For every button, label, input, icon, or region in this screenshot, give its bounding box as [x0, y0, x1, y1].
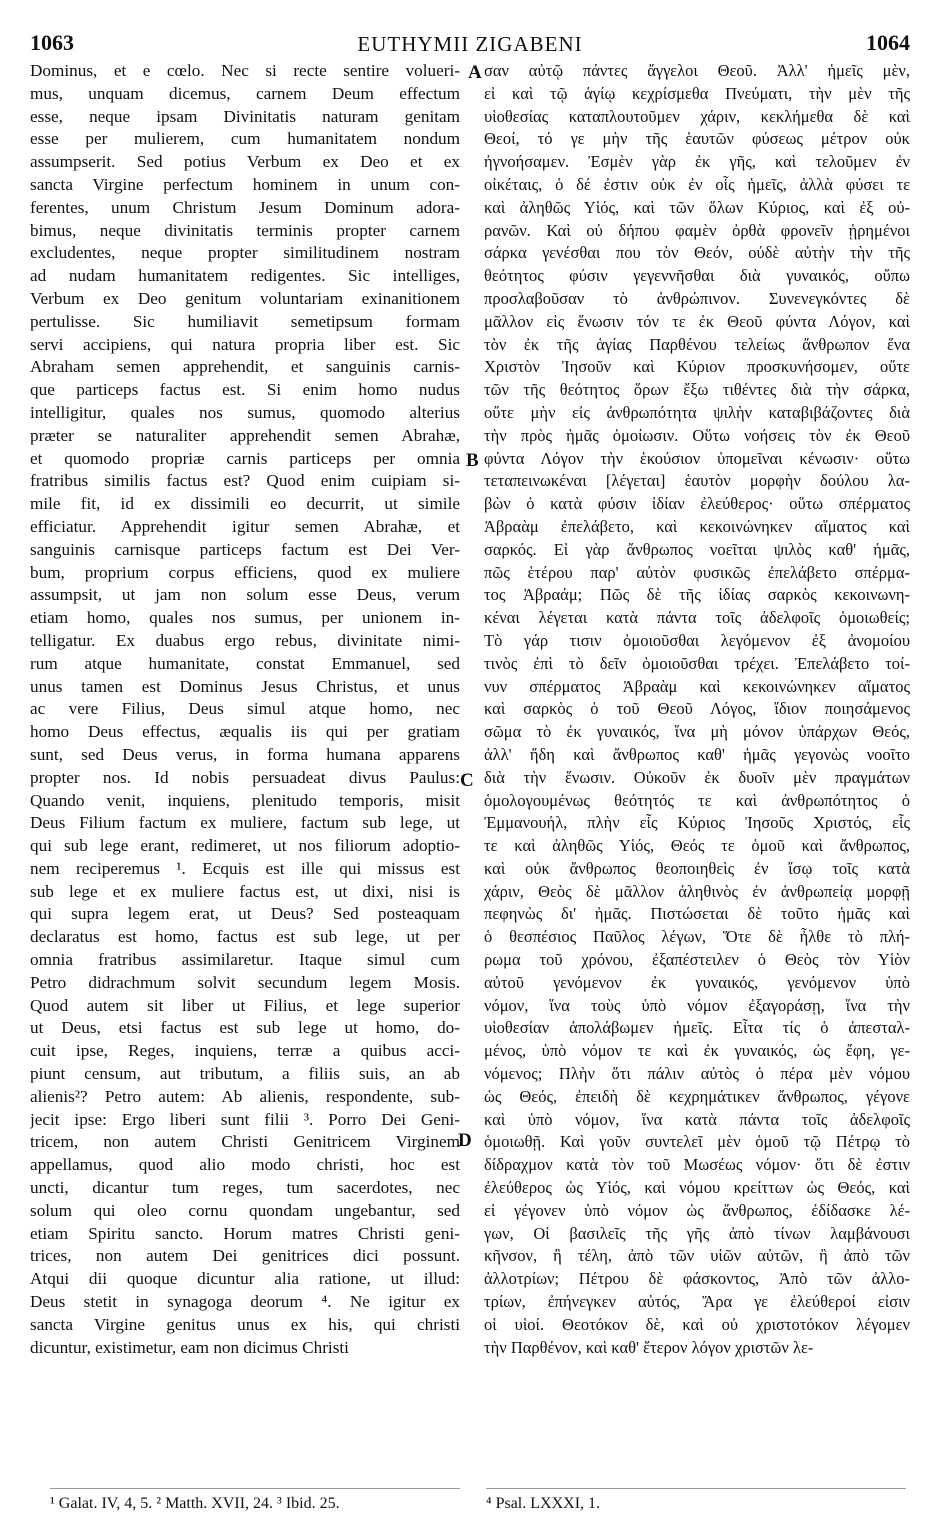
greek-text-line: κῆνσον, ἢ τέλη, ἀπὸ τῶν υἱῶν αὐτῶν, ἢ ἀπὸ τῶν	[484, 1246, 910, 1266]
greek-text-line: πεφηνὼς δι' ἡμᾶς. Πιστώσεται δὲ τοῦτο ἡμᾶς καὶ	[484, 904, 910, 924]
greek-text-line: νυν σπέρματος Ἀβραὰμ καὶ κεκοινώνηκεν αἵματος	[484, 676, 910, 696]
latin-text-line: Deus Filium factum ex muliere, factum sub lege, ut	[30, 813, 460, 833]
latin-text-line: rum atque humanitate, constat Emmanuel, sed	[30, 653, 460, 673]
latin-text-line: appellamus, quod alio modo christi, hoc est	[30, 1155, 460, 1175]
greek-text-line: καὶ σαρκὸς ὁ τοῦ Θεοῦ Λόγος, ἴδιον ποιησάμενος	[484, 699, 910, 719]
page-header	[30, 30, 910, 60]
greek-text-line: καὶ ὑπὸ νόμον, ἵνα κατὰ πάντα τοῖς ἀδελφοῖς	[484, 1109, 910, 1129]
latin-text-line: declaratus est homo, factus est sub lege, ut per	[30, 927, 460, 947]
greek-text-line: τινὸς ἐπὶ τὸ δεῖν ὁμοιοῦσθαι τρέχει. Ἐπελάβετο τοί-	[484, 653, 910, 673]
greek-text-line: τὴν Παρθένον, καὶ καθ' ἕτερον λόγον χριστῶν λε-	[484, 1337, 814, 1357]
greek-text-line: τος Ἀβραάμ; Πῶς δὲ τῆς ἰδίας σαρκὸς κεκοινωνη-	[484, 585, 910, 605]
margin-marker-a: A	[468, 62, 482, 83]
greek-text-line: ὁμολογουμένως θεότητός τε καὶ ἀνθρωπότητος ὁ	[484, 790, 910, 810]
latin-text-line: et quomodo propriæ carnis particeps per omnia	[30, 448, 460, 468]
latin-text-line: Abraham semen apprehendit, et sanguinis carnis-	[30, 357, 460, 377]
latin-text-line: ac vere Filius, Deus simul atque homo, nec	[30, 699, 460, 719]
page-number-left: 1063	[30, 30, 74, 55]
greek-text-line: τὴν πρὸς ἡμᾶς ὁμοίωσιν. Οὕτω νοήσεις τὸν ἐκ Θεοῦ	[484, 425, 910, 445]
latin-text-line: Dominus, et e cœlo. Nec si recte sentire volueri-	[30, 61, 460, 80]
margin-marker-c: C	[460, 770, 474, 791]
latin-text-line: homo Deus effectus, æqualis iis qui per gratiam	[30, 722, 460, 742]
greek-text-line: ὡς Θεός, ἐπειδὴ δὲ κεχρημάτικεν ἄνθρωπος, γέγονε	[484, 1086, 910, 1106]
margin-marker-b: B	[466, 450, 479, 471]
greek-text-line: ἠγνοήσαμεν. Ἐσμὲν γὰρ ἐκ γῆς, καὶ τελοῦμεν ἐν	[484, 152, 910, 172]
greek-text-line: θεότητος φύσιν γεγεννῆσθαι διὰ γυναικός, οὔπω	[484, 266, 910, 286]
running-title: EUTHYMII ZIGABENI	[357, 32, 583, 56]
latin-text-line: trices, non autem Dei genitrices dici possunt.	[30, 1246, 460, 1266]
greek-text-line: σαρκός. Εἰ γὰρ ἄνθρωπος νοεῖται ψιλὸς καθ' ἡμᾶς,	[484, 539, 910, 559]
latin-text-line: sancta Virgine perfectum hominem in unum con-	[30, 174, 460, 194]
greek-text-line: αὐτοῦ γενόμενον ἐκ γυναικός, γενόμενον ὑπὸ	[484, 972, 910, 992]
greek-text-line: πῶς ἑτέρου παρ' αὐτὸν φυσικῶς ἐπελάβετο σπέρμα-	[484, 562, 910, 582]
footnotes-left: ¹ Galat. IV, 4, 5. ² Matth. XVII, 24. ³ Ibid. 25.	[50, 1495, 340, 1512]
latin-text-line: esse, neque ipsam Divinitatis naturam genitam	[30, 106, 460, 126]
latin-text-line: dicuntur, existimetur, eam non dicimus Christi	[30, 1337, 349, 1357]
latin-text-line: Quando venit, inquiens, plenitudo temporis, misit	[30, 790, 460, 810]
greek-text-line: διὰ τὴν ἕνωσιν. Οὐκοῦν ἐκ δυοῖν μὲν πραγμάτων	[484, 767, 910, 787]
latin-text-line: qui supra legem erat, ut Deus? Sed posteaquam	[30, 904, 460, 924]
greek-text-line: ἐλεύθερος ὡς Υἱός, καὶ νόμου κρείττων ὡς Θεός, καὶ	[484, 1178, 910, 1198]
greek-text-line: νόμενος; Πλὴν ὅτι πάλιν αὐτὸς ὁ πέρα μὲν νόμου	[484, 1064, 910, 1084]
footnote-rule-left	[50, 1488, 460, 1489]
greek-text-line: υἱοθεσίας καταπλουτοῦμεν χάριν, κεκλήμεθα δὲ καὶ	[484, 106, 910, 126]
greek-text-line: τρίων, ἐπήνεγκεν αὐτός, Ἄρα γε ἐλεύθεροί εἰσιν	[484, 1292, 910, 1312]
greek-text-line: προσλαβοῦσαν τὸ ἀνθρώπινον. Συνενεγκόντες δὲ	[484, 288, 910, 308]
latin-text-line: uncti, dicantur tum reges, tum sacerdotes, nec	[30, 1178, 460, 1198]
greek-text-line: ρανῶν. Καὶ οὐ δήπου φαμὲν ὀρθὰ φρονεῖν ᾑρημένοι	[484, 220, 910, 240]
greek-text-line: Ἀβραὰμ ἐπελάβετο, καὶ κεκοινώνηκεν αἵματος καὶ	[484, 516, 910, 536]
greek-text-line: εἰ γέγονεν ὑπὸ νόμον ὡς ἄνθρωπος, ἐδίδασκε λέ-	[484, 1200, 910, 1220]
latin-text-line: omnia fratribus assimilaretur. Itaque simul cum	[30, 950, 460, 970]
latin-text-line: assumpserit. Sed potius Verbum ex Deo et ex	[30, 152, 460, 172]
greek-text-line: σάρκα γενέσθαι που τὸν Θεόν, οὐδὲ αὐτὴν τὴν τῆς	[484, 243, 910, 263]
latin-text-line: solum qui oleo cornu quondam ungebantur, sed	[30, 1200, 460, 1220]
latin-text-line: ad nudam humanitatem redigentes. Sic intelliges,	[30, 266, 460, 286]
greek-text-line: τῶν τῆς θεότητος ὅρων ἔξω τιθέντες διὰ τὴν σάρκα,	[484, 380, 910, 400]
latin-text-line: assumpsit, ut jam non solum esse Deus, verum	[30, 585, 460, 605]
latin-text-line: intelligitur, quales nos sumus, quomodo alterius	[30, 402, 460, 422]
greek-text-line: ὁ θεσπέσιος Παῦλος λέγων, Ὅτε δὲ ἦλθε τὸ πλή-	[484, 927, 910, 947]
greek-text-line: ἀλλ' ἤδη καὶ ἄνθρωπος καθ' ἡμᾶς γεγονὼς νοοῖτο	[484, 744, 910, 764]
latin-text-line: que particeps factus est. Si enim homo nudus	[30, 380, 460, 400]
latin-text-line: mus, unquam dicemus, carnem Deum effectum	[30, 83, 460, 103]
latin-text-line: Petro didrachmum solvit secundum legem Mosis.	[30, 972, 460, 992]
latin-text-line: propter nos. Id nobis persuadeat divus Paulus:	[30, 767, 460, 787]
latin-text-line: jecit ipse: Ergo liberi sunt filii ³. Porro Dei Geni-	[30, 1109, 460, 1129]
latin-text-line: unus tamen est Dominus Jesus Christus, et unus	[30, 676, 460, 696]
greek-text-line: δίδραχμον κατὰ τὸν τοῦ Μωσέως νόμον· ὅτι δὲ ἐστιν	[484, 1155, 910, 1175]
latin-text-line: piunt censum, aut tributum, a filiis suis, an ab	[30, 1064, 460, 1084]
latin-text-line: ferentes, unum Christum Jesum Dominum adora-	[30, 197, 460, 217]
greek-text-line: χάριν, Θεὸς δὲ μᾶλλον ἀληθινὸς ἐν ἀνθρωπείᾳ μορφῇ	[484, 881, 910, 901]
latin-text-line: bum, proprium corpus efficiens, quod ex muliere	[30, 562, 460, 582]
greek-text-line: Ἐμμανουήλ, πλὴν εἷς Κύριος Ἰησοῦς Χριστός, εἷς	[484, 813, 910, 833]
greek-text-line: τε καὶ ἀληθῶς Υἱός, Θεός τε ὁμοῦ καὶ ἄνθρωπος,	[484, 836, 910, 856]
greek-text-line: βὼν ὁ κατὰ φύσιν ἰδίαν ἐλεύθερος· οὕτω σπέρματος	[484, 494, 910, 514]
footnote-rule-right	[486, 1488, 906, 1489]
latin-text-line: sunt, sed Deus verus, in forma humana apparens	[30, 744, 460, 764]
latin-text-line: pertulisse. Sic humiliavit semetipsum formam	[30, 311, 460, 331]
greek-text-line: Θεοί, τό γε μὴν τῆς ἑαυτῶν φύσεως μέτρον οὐκ	[484, 129, 910, 149]
greek-text-line: Χριστὸν Ἰησοῦν καὶ Κύριον προσκυνήσομεν, οὔτε	[484, 357, 910, 377]
greek-text-line: σαν αὐτῷ πάντες ἄγγελοι Θεοῦ. Ἀλλ' ἡμεῖς μὲν,	[484, 61, 910, 80]
greek-text-line: μένος, ὑπὸ νόμον τε καὶ ἐκ γυναικός, ὡς ἔφη, γε-	[484, 1041, 910, 1061]
latin-text-line: esse per mulierem, cum humanitatem nondum	[30, 129, 460, 149]
latin-text-line: nem reciperemus ¹. Ecquis est ille qui missus est	[30, 858, 460, 878]
greek-text-line: γων, Οἱ βασιλεῖς τῆς γῆς ἀπὸ τίνων λαμβάνουσι	[484, 1223, 910, 1243]
page-number-right: 1064	[866, 30, 910, 55]
greek-text-line: νόμον, ἵνα τοὺς ὑπὸ νόμον ἐξαγοράσῃ, ἵνα τὴν	[484, 995, 910, 1015]
greek-text-line: Τὸ γάρ τισιν ὁμοιοῦσθαι λεγόμενον ἐξ ἀνομοίου	[484, 630, 910, 650]
latin-text-line: alienis²? Petro autem: Ab alienis, respondente, sub-	[30, 1086, 460, 1106]
latin-text-line: tricem, non autem Christi Genitricem Virginem	[30, 1132, 460, 1152]
latin-text-line: cuit ipse, Reges, inquiens, terræ a quibus acci-	[30, 1041, 460, 1061]
latin-text-line: sancta Virgine genitus unus ex his, qui christi	[30, 1314, 460, 1334]
greek-text-line: τὸν ἐκ τῆς ἁγίας Παρθένου τελείως ἄνθρωπον ἕνα	[484, 334, 910, 354]
latin-text-line: telligatur. Ex duabus ergo rebus, divinitate nimi-	[30, 630, 460, 650]
latin-text-line: Quod autem sit liber ut Filius, et lege superior	[30, 995, 460, 1015]
margin-marker-d: D	[458, 1130, 472, 1151]
latin-text-line: bimus, neque divinitatis terminis propter carnem	[30, 220, 460, 240]
latin-text-line: Verbum ex Deo genitum voluntariam exinanitionem	[30, 288, 460, 308]
latin-text-line: qui sub lege erant, redimeret, ut nos filiorum adoptio-	[30, 836, 460, 856]
greek-text-line: ὁμοιωθῇ. Καὶ γοῦν συντελεῖ μὲν ὁμοῦ τῷ Πέτρῳ τὸ	[484, 1132, 910, 1152]
latin-text-line: ut Deus, etsi factus est sub lege ut homo, do-	[30, 1018, 460, 1038]
greek-text-line: φύντα Λόγον τὴν ἑκούσιον ὑπομεῖναι κένωσιν· οὕτω	[484, 448, 910, 468]
greek-text-line: ἀλλοτρίων; Πέτρου δὲ φάσκοντος, Ἀπὸ τῶν ἀλλο-	[484, 1269, 910, 1289]
latin-text-line: Atqui dii quoque dicuntur alia ratione, ut illud:	[30, 1269, 460, 1289]
latin-text-line: Deus stetit in synagoga deorum ⁴. Ne igitur ex	[30, 1292, 460, 1312]
greek-column	[484, 60, 910, 1359]
latin-text-line: sub lege et ex muliere factus est, ut dixi, nisi is	[30, 881, 460, 901]
latin-text-line: servi accipiens, qui natura propria liber est. Sic	[30, 334, 460, 354]
greek-text-line: τεταπεινωκέναι [λέγεται] ἑαυτὸν μορφὴν δούλου λα-	[484, 471, 910, 491]
latin-text-line: etiam homo, quales nos sumus, per unionem in-	[30, 608, 460, 628]
greek-text-line: μᾶλλον εἰς ἕνωσιν τόν τε ἐκ Θεοῦ φύντα Λόγον, καὶ	[484, 311, 910, 331]
latin-text-line: fratribus similis factus est? Quod enim cuipiam si-	[30, 471, 460, 491]
latin-text-line: efficiatur. Apprehendit igitur semen Abrahæ, et	[30, 516, 460, 536]
greek-text-line: εἰ καὶ τῷ ἁγίῳ κεχρίσμεθα Πνεύματι, τὴν μὲν τῆς	[484, 83, 910, 103]
greek-text-line: καὶ ἀληθῶς Υἱός, καὶ τῶν ὅλων Κύριος, καὶ ἐξ οὐ-	[484, 197, 910, 217]
greek-text-line: υἱοθεσίαν ἀπολάβωμεν ἡμεῖς. Εἶτα τίς ὁ ἀπεσταλ-	[484, 1018, 910, 1038]
greek-text-line: οἰκέταις, ὁ δέ ἐστιν οὐκ ἐν οἷς ἡμεῖς, ἀλλὰ φύσει τε	[484, 174, 910, 194]
latin-text-line: sanguinis carnisque particeps factum est Dei Ver-	[30, 539, 460, 559]
greek-text-line: κέναι λέγεται κατὰ πάντα τοῖς ἀδελφοῖς ὁμοιωθείς;	[484, 608, 910, 628]
latin-column	[30, 60, 460, 1359]
greek-text-line: οἱ υἱοί. Θεοτόκον δὲ, καὶ οὐ χριστοτόκον λέγομεν	[484, 1314, 910, 1334]
latin-text-line: mile fit, id ex dissimili eo decurrit, ut simile	[30, 494, 460, 514]
greek-text-line: σῶμα τὸ ἐκ γυναικός, ἵνα μὴ μόνον ὑπάρχων Θεός,	[484, 722, 910, 742]
footnotes-right: ⁴ Psal. LXXXI, 1.	[486, 1495, 601, 1512]
greek-text-line: καὶ οὐκ ἄνθρωπος θεοποιηθεὶς ἐν ἴσῳ τοῖς κατὰ	[484, 858, 910, 878]
greek-text-line: οὔτε μὴν εἰς ἀνθρωπότητα ψιλὴν καταβιβάζοντες διὰ	[484, 402, 910, 422]
latin-text-line: excludentes, neque propter similitudinem nostram	[30, 243, 460, 263]
latin-text-line: etiam Spiritu sancto. Horum matres Christi geni-	[30, 1223, 460, 1243]
latin-text-line: præter se naturaliter apprehendit semen Abrahæ,	[30, 425, 460, 445]
greek-text-line: ρωμα τοῦ χρόνου, ἐξαπέστειλεν ὁ Θεὸς τὸν Υἱὸν	[484, 950, 910, 970]
